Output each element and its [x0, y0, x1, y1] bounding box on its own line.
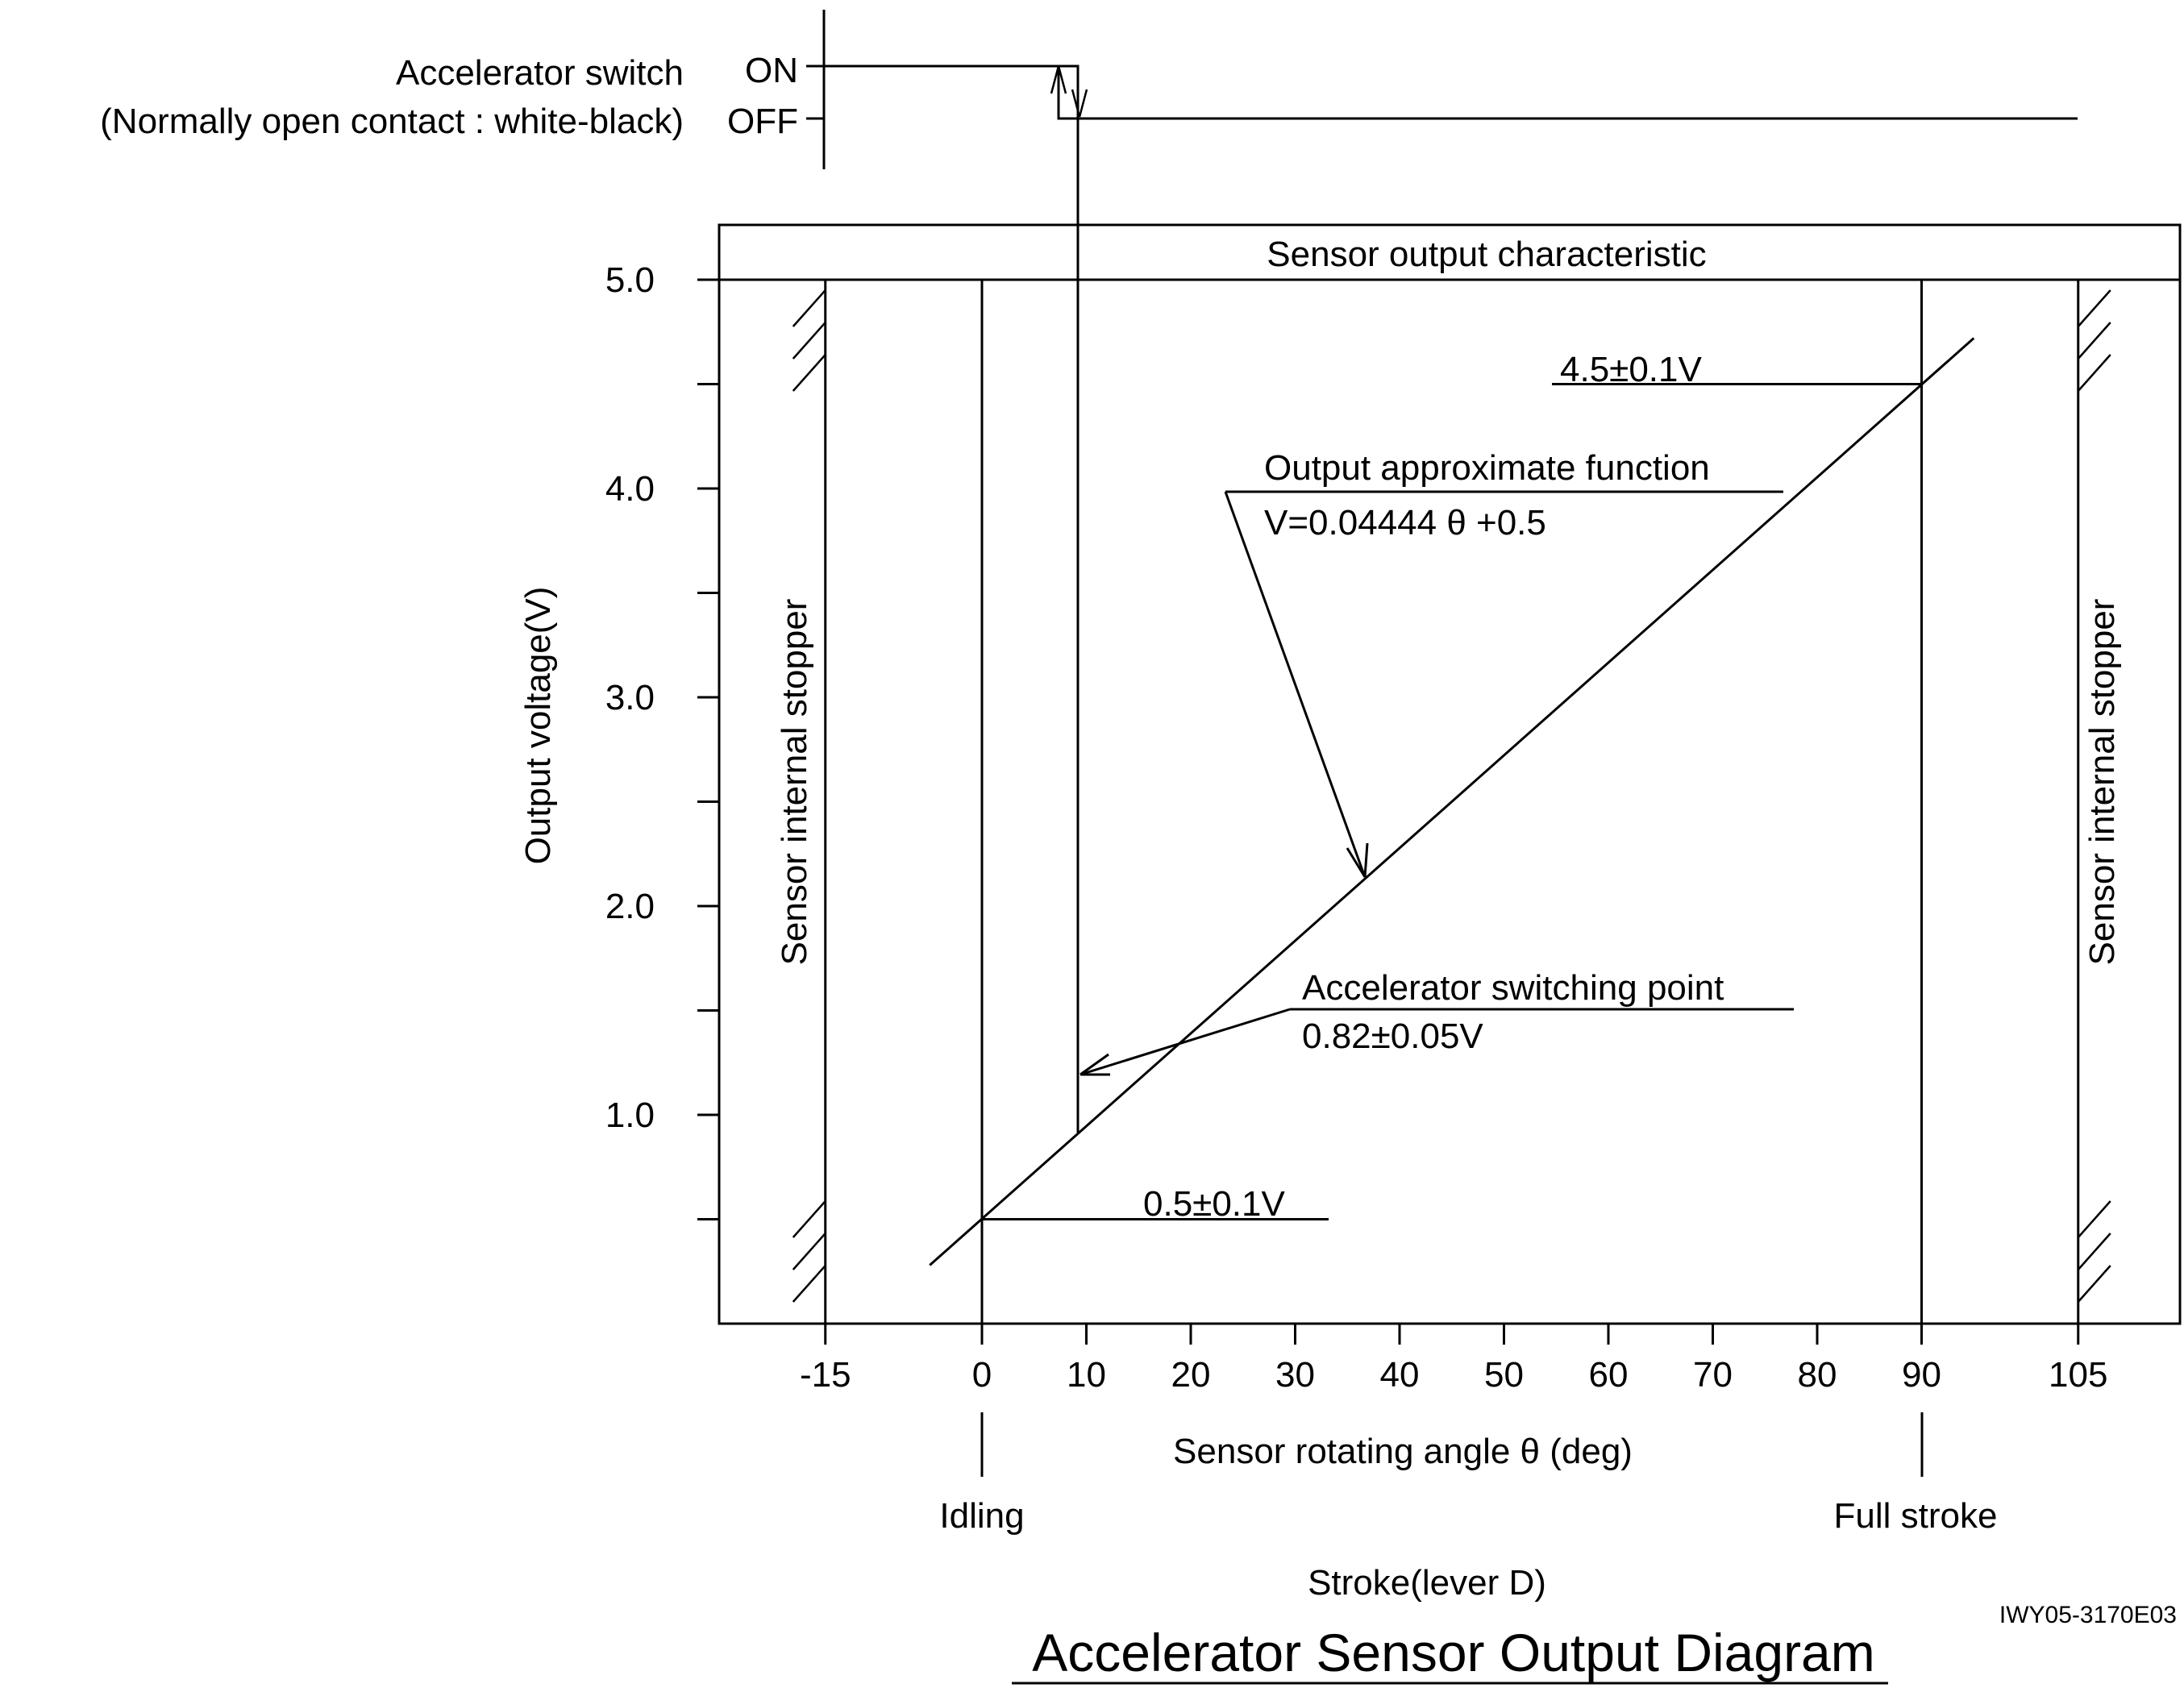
switch-sublabel: (Normally open contact : white-black): [100, 102, 684, 141]
x-tick-label: 40: [1379, 1355, 1420, 1395]
switch-on-label: ON: [745, 51, 798, 90]
switch-off-trace: [1059, 66, 2078, 118]
idle-voltage-label: 0.5±0.1V: [1143, 1184, 1285, 1224]
diagram-title: Accelerator Sensor Output Diagram: [1032, 1623, 1875, 1682]
function-formula: V=0.04444 θ +0.5: [1264, 503, 1546, 543]
y-tick-label: 2.0: [605, 887, 655, 926]
stopper-hatch-right-bottom: [2078, 1233, 2111, 1270]
function-arrow-shaft: [1225, 492, 1365, 877]
full-stroke-label: Full stroke: [1833, 1496, 1998, 1536]
stopper-hatch-left-bottom: [793, 1233, 826, 1270]
switch-diagram: [100, 10, 2078, 169]
stopper-hatch-left-top: [793, 290, 826, 326]
y-tick-label: 5.0: [605, 260, 655, 300]
x-axis-label: Sensor rotating angle θ (deg): [1173, 1432, 1633, 1471]
y-tick-label: 4.0: [605, 469, 655, 509]
x-tick-label: 105: [2049, 1355, 2108, 1395]
idling-label: Idling: [939, 1496, 1025, 1536]
y-tick-label: 3.0: [605, 678, 655, 717]
x-tick-label: 50: [1484, 1355, 1524, 1395]
stopper-hatch-left-bottom: [793, 1266, 826, 1302]
switch-point-value: 0.82±0.05V: [1302, 1017, 1483, 1056]
x-tick-label: 10: [1067, 1355, 1106, 1395]
switch-label: Accelerator switch: [395, 53, 684, 93]
y-axis-label: Output voltage(V): [518, 586, 558, 865]
stopper-hatching: [793, 290, 2111, 1302]
x-tick-label: 0: [971, 1355, 992, 1395]
y-tick-label: 1.0: [605, 1096, 655, 1135]
x-tick-label: 30: [1275, 1355, 1315, 1395]
stopper-label-right: Sensor internal stopper: [2082, 598, 2122, 966]
switch-on-trace: [824, 66, 1078, 118]
plot-frame: [719, 225, 2180, 1324]
reference-lines: [826, 118, 2078, 1324]
stopper-hatch-right-bottom: [2078, 1201, 2111, 1237]
function-label: Output approximate function: [1264, 448, 1710, 488]
x-tick-label: 90: [1902, 1355, 1941, 1395]
stopper-hatch-right-top: [2078, 355, 2111, 391]
plot-area: [697, 225, 2180, 1324]
x-tick-label: -15: [799, 1355, 851, 1395]
doc-code: IWY05-3170E03: [1999, 1602, 2177, 1628]
stopper-hatch-right-top: [2078, 290, 2111, 326]
switch-hysteresis-arrow-down: [1072, 89, 1087, 117]
x-tick-label: 60: [1588, 1355, 1629, 1395]
stopper-hatch-right-bottom: [2078, 1266, 2111, 1302]
x-tick-label: 20: [1171, 1355, 1211, 1395]
stopper-label-left: Sensor internal stopper: [775, 598, 814, 966]
x-tick-label: 70: [1693, 1355, 1733, 1395]
y-axis: [605, 260, 719, 1220]
stopper-hatch-right-top: [2078, 322, 2111, 359]
switch-point-arrow-head: [1080, 1054, 1110, 1075]
switch-point-arrow-shaft: [1080, 1009, 1290, 1075]
switch-off-label: OFF: [727, 102, 798, 141]
switch-point-label: Accelerator switching point: [1302, 968, 1724, 1008]
x-tick-label: 80: [1797, 1355, 1837, 1395]
stopper-hatch-left-top: [793, 355, 826, 391]
function-arrow-head: [1347, 843, 1367, 877]
stopper-hatch-left-top: [793, 322, 826, 359]
x-axis: [800, 1324, 2108, 1395]
stopper-hatch-left-bottom: [793, 1201, 826, 1237]
stroke-label: Stroke(lever D): [1308, 1563, 1546, 1603]
chart-title: Sensor output characteristic: [1267, 235, 1707, 274]
full-voltage-label: 4.5±0.1V: [1560, 350, 1702, 389]
